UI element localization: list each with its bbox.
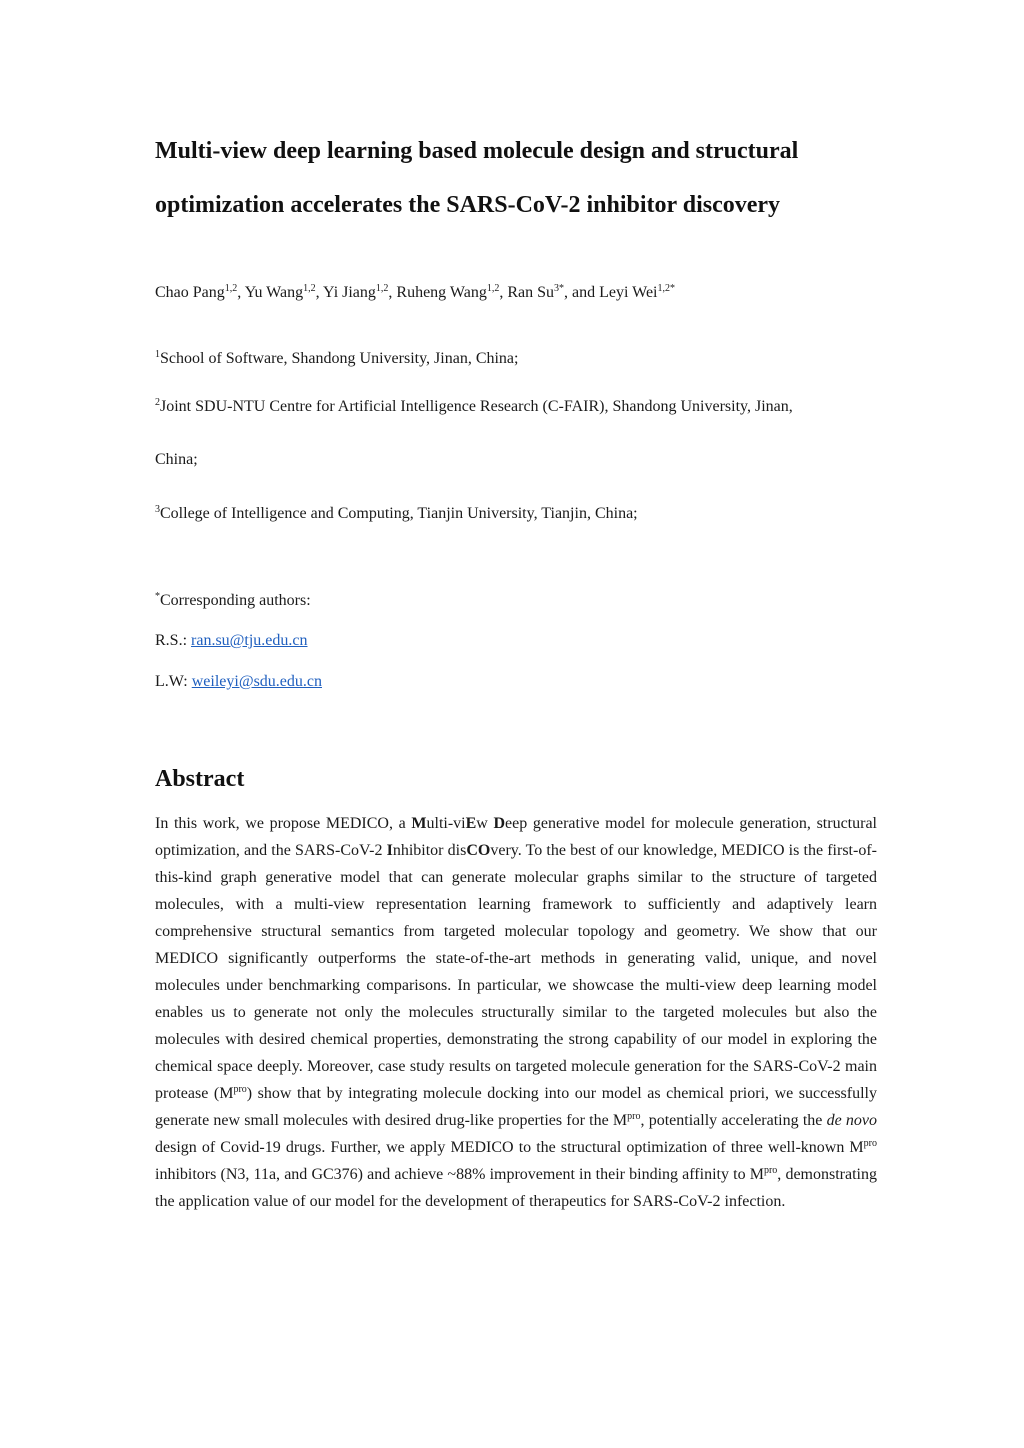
- superscript-pro: pro: [763, 1165, 778, 1176]
- affiliation-2: [155, 398, 793, 416]
- affiliation-3: [155, 505, 638, 523]
- italic-term: de novo: [826, 1112, 878, 1129]
- acronym-letter: E: [465, 815, 477, 832]
- author-affiliation-mark: 1,2: [486, 283, 500, 294]
- author-affiliation-mark: 1,2*: [657, 283, 675, 294]
- author-name: Yu Wang: [244, 284, 304, 301]
- author-name: Leyi Wei: [599, 284, 658, 301]
- abstract-text: very. To the best of our knowledge, MEDICO is the first-of-this-kind graph generative model that can generate molecular graphs similar to the structure of targeted molecules, with a multi-view representation learning framework to sufficiently and adaptively learn comprehensive structural semantics from targeted molecular topology and geometry. We show that our MEDICO significantly outperforms the state-of-the-art methods in generating valid, unique, and novel molecules under benchmarking comparisons. In particular, we showcase the multi-view deep learning model enables us to generate not only the molecules structurally similar to the targeted molecules but also the molecules with desired chemical properties, demonstrating the strong capability of our model in exploring the chemical space deeply. Moreover, case study results on targeted molecule generation for the SARS-CoV-2 main protease (M: [155, 842, 877, 1102]
- affiliation-mark: 3: [155, 504, 160, 515]
- corresponding-star: *: [155, 591, 160, 602]
- superscript-pro: pro: [233, 1084, 247, 1095]
- author-name: Chao Pang: [155, 284, 225, 301]
- lw-label: L.W:: [155, 673, 192, 690]
- author-affiliation-mark: 3*: [553, 283, 564, 294]
- acronym-letter: M: [411, 815, 427, 832]
- corresponding-authors-label: [155, 592, 311, 610]
- author-affiliation-mark: 1,2: [303, 283, 316, 294]
- author-affiliation-mark: 1,2: [375, 283, 389, 294]
- abstract-text: nhibitor dis: [392, 842, 467, 859]
- abstract-text: , potentially accelerating the: [640, 1112, 827, 1129]
- abstract-text: w: [476, 815, 494, 832]
- author-separator: ,: [315, 284, 324, 301]
- acronym-letter: D: [493, 815, 506, 832]
- author-name: Yi Jiang: [323, 284, 376, 301]
- corresponding-label-text: Corresponding authors:: [160, 592, 311, 609]
- acronym-letter: CO: [466, 842, 491, 859]
- paper-title-line-2: optimization accelerates the SARS-CoV-2 inhibitor discovery: [155, 192, 781, 218]
- author-list: [155, 284, 675, 302]
- affiliation-mark: 2: [155, 397, 160, 408]
- superscript-pro: pro: [863, 1138, 877, 1149]
- author-affiliation-mark: 1,2: [224, 283, 238, 294]
- acronym-letter: I: [386, 842, 393, 859]
- abstract-text: design of Covid-19 drugs. Further, we apply MEDICO to the structural optimization of three well-known M: [155, 1139, 864, 1156]
- rs-email-link[interactable]: ran.su@tju.edu.cn: [191, 632, 308, 649]
- affiliation-text: Joint SDU-NTU Centre for Artificial Intelligence Research (C-FAIR), Shandong University, Jinan,: [160, 398, 793, 415]
- author-name: Ran Su: [507, 284, 554, 301]
- abstract-text: ) show that by integrating molecule docking into our model as chemical priori, we successfully generate new small molecules with desired drug-like properties for the M: [155, 1085, 878, 1129]
- corresponding-rs: [155, 632, 308, 650]
- affiliation-2-continued: China;: [155, 451, 198, 468]
- abstract-text: inhibitors (N3, 11a, and GC376) and achieve ~88% improvement in their binding affinity to M: [155, 1166, 764, 1183]
- affiliation-1: [155, 350, 518, 368]
- paper-title-line-1: Multi-view deep learning based molecule design and structural: [155, 138, 799, 164]
- abstract-text: In this work, we propose MEDICO, a: [155, 815, 412, 832]
- rs-label: R.S.:: [155, 632, 192, 649]
- author-separator: ,: [388, 284, 397, 301]
- affiliation-text: College of Intelligence and Computing, Tianjin University, Tianjin, China;: [160, 505, 638, 522]
- abstract-text: ulti-vi: [426, 815, 466, 832]
- abstract-text: eep generative model for molecule generation, structural optimization, and the SARS-CoV-2: [155, 815, 877, 859]
- author-separator: ,: [499, 284, 508, 301]
- author-separator: ,: [237, 284, 245, 301]
- abstract-text: , demonstrating the application value of our model for the development of therapeutics for SARS-CoV-2 infection.: [155, 1166, 877, 1210]
- abstract-heading: Abstract: [155, 766, 245, 792]
- author-separator: , and: [563, 284, 600, 301]
- affiliation-mark: 1: [155, 349, 160, 360]
- lw-email-link[interactable]: weileyi@sdu.edu.cn: [191, 673, 322, 690]
- affiliation-text: School of Software, Shandong University, Jinan, China;: [160, 350, 519, 367]
- author-name: Ruheng Wang: [396, 284, 487, 301]
- abstract-body: [155, 810, 877, 1215]
- corresponding-lw: [155, 673, 322, 691]
- superscript-pro: pro: [627, 1111, 641, 1122]
- abstract-paragraph: [155, 810, 877, 1215]
